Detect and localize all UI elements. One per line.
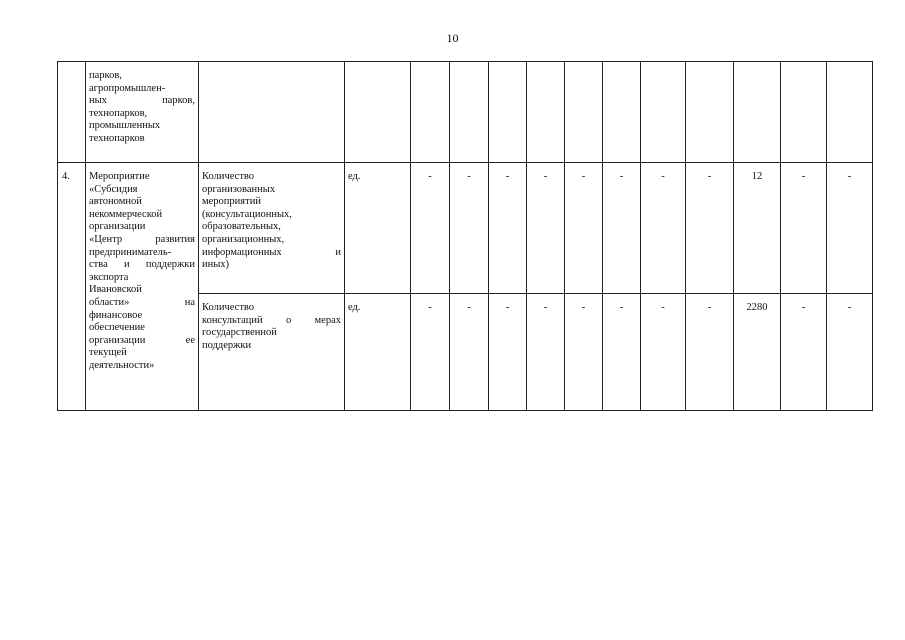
cell-empty <box>411 62 450 163</box>
text-line: организации <box>89 221 146 233</box>
text-line: (консультационных, <box>202 208 292 220</box>
cell-empty <box>345 62 411 163</box>
cell-empty <box>199 62 345 163</box>
text-line: некоммерческой <box>89 208 163 220</box>
text-line: образовательных, <box>202 221 281 233</box>
cell-empty <box>489 62 527 163</box>
cell-value: - <box>450 294 489 411</box>
cell-unit: ед. <box>345 294 411 411</box>
cell-empty <box>734 62 781 163</box>
cell-empty <box>827 62 873 163</box>
text-line: парков, <box>89 70 122 81</box>
cell-value: - <box>827 163 873 294</box>
indicators-table <box>57 61 873 411</box>
cell-unit: ед. <box>345 163 411 294</box>
cell-value: - <box>603 163 641 294</box>
text-line: государственной <box>202 327 277 339</box>
cell-event-continuation <box>86 62 199 163</box>
cell-value: - <box>603 294 641 411</box>
page-number: 10 <box>446 31 459 45</box>
cell-value: - <box>527 294 565 411</box>
text-line: организационных, <box>202 233 285 245</box>
cell-value: - <box>489 163 527 294</box>
text-line: мероприятий <box>202 196 261 208</box>
text-line: иных) <box>202 259 230 271</box>
cell-value: - <box>781 294 827 411</box>
text-line: поддержки <box>202 339 252 351</box>
text-line: агропромышлен- <box>89 82 166 94</box>
table-row-4-indicator-1 <box>58 163 873 294</box>
text-line: консультаций о мерах <box>202 314 341 326</box>
cell-num-empty <box>58 62 86 163</box>
cell-value: - <box>641 163 686 294</box>
text-line: ных парков, <box>89 95 195 107</box>
text-line: «Центр развития <box>89 233 195 245</box>
cell-value: - <box>686 294 734 411</box>
cell-value: - <box>411 163 450 294</box>
cell-empty <box>781 62 827 163</box>
text-line: экспорта <box>89 271 129 283</box>
text-line: деятельности» <box>89 359 155 371</box>
text-line: области» на <box>89 296 195 308</box>
cell-value: - <box>781 163 827 294</box>
cell-value: - <box>565 294 603 411</box>
text-line: ства и поддержки <box>89 259 195 271</box>
cell-empty <box>565 62 603 163</box>
text-line: финансовое <box>89 309 143 321</box>
text-line: Количество <box>202 302 255 313</box>
cell-event-description <box>86 163 199 411</box>
cell-indicator-name <box>199 294 345 411</box>
text-line: технопарков, <box>89 107 148 119</box>
cell-empty <box>641 62 686 163</box>
cell-empty <box>527 62 565 163</box>
text-line: организации ее <box>89 334 195 346</box>
cell-value: - <box>411 294 450 411</box>
text-line: предприниматель- <box>89 246 172 258</box>
text-line: обеспечение <box>89 322 145 334</box>
text-line: организованных <box>202 183 276 195</box>
text-line: текущей <box>89 347 127 359</box>
text-line: Ивановской <box>89 284 142 296</box>
cell-value: - <box>641 294 686 411</box>
cell-value: - <box>489 294 527 411</box>
cell-value: 2280 <box>734 294 781 411</box>
cell-row-number: 4. <box>58 163 86 411</box>
cell-value: - <box>686 163 734 294</box>
text-line: «Субсидия <box>89 183 138 195</box>
cell-empty <box>686 62 734 163</box>
cell-indicator-name <box>199 163 345 294</box>
text-line: промышленных <box>89 120 161 132</box>
text-line: автономной <box>89 196 142 208</box>
text-line: информационных и <box>202 246 341 258</box>
text-line: Мероприятие <box>89 171 150 182</box>
cell-empty <box>450 62 489 163</box>
cell-value: - <box>450 163 489 294</box>
text-line: Количество <box>202 171 255 182</box>
cell-value: 12 <box>734 163 781 294</box>
cell-empty <box>603 62 641 163</box>
text-line: технопарков <box>89 132 145 144</box>
cell-value: - <box>527 163 565 294</box>
cell-value: - <box>565 163 603 294</box>
table-row-continuation <box>58 62 873 163</box>
cell-value: - <box>827 294 873 411</box>
